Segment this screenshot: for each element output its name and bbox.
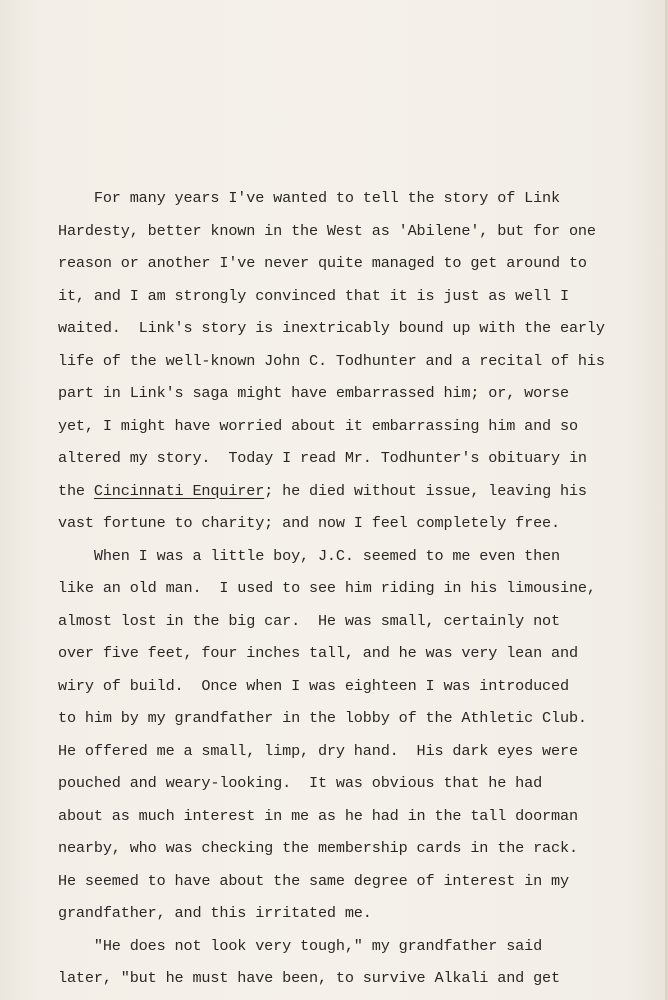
text-segment: vast fortune to charity; and now I feel completely free. — [58, 514, 560, 532]
typed-text-body — [58, 182, 618, 995]
text-line — [58, 572, 618, 605]
text-line — [58, 962, 618, 995]
text-line — [58, 897, 618, 930]
text-segment: it, and I am strongly convinced that it is just as well I — [58, 286, 569, 305]
text-segment: pouched and weary-looking. It was obvious that he had — [58, 774, 543, 792]
text-line — [58, 735, 618, 768]
text-segment: nearby, who was checking the membership cards in the rack. — [58, 839, 578, 857]
text-line — [58, 637, 618, 670]
text-segment: Hardesty, better known in the West as 'Abilene', but for one — [58, 221, 596, 240]
text-line — [58, 865, 618, 898]
text-line — [58, 410, 618, 443]
text-line — [58, 182, 618, 215]
text-line — [58, 702, 618, 735]
text-segment: altered my story. Today I read Mr. Todhunter's obituary in — [58, 449, 587, 467]
text-line — [58, 670, 618, 703]
text-line — [58, 442, 618, 475]
text-line — [58, 280, 618, 313]
text-segment: waited. Link's story is inextricably bound up with the early — [58, 319, 605, 337]
text-segment: When I was a little boy, J.C. seemed to me even then — [58, 546, 560, 565]
text-line — [58, 345, 618, 378]
text-line — [58, 215, 618, 248]
text-line — [58, 247, 618, 280]
text-segment: later, "but he must have been, to survive Alkali and get — [58, 969, 560, 987]
text-segment: reason or another I've never quite managed to get around to — [58, 254, 587, 272]
text-segment: about as much interest in me as he had in the tall doorman — [58, 806, 578, 825]
text-segment: yet, I might have worried about it embarrassing him and so — [58, 416, 578, 435]
text-segment: wiry of build. Once when I was eighteen I was introduced — [58, 676, 569, 695]
text-line — [58, 377, 618, 410]
text-segment: part in Link's saga might have embarrassed him; or, worse — [58, 384, 569, 402]
text-line — [58, 475, 618, 508]
text-segment: to him by my grandfather in the lobby of the Athletic Club. — [58, 709, 587, 727]
text-segment: ; he died without issue, leaving his — [264, 481, 587, 500]
underlined-title: Cincinnati Enquirer — [93, 481, 265, 500]
text-line — [58, 312, 618, 345]
text-segment: over five feet, four inches tall, and he was very lean and — [58, 644, 578, 662]
text-segment: He offered me a small, limp, dry hand. His dark eyes were — [58, 741, 578, 760]
text-segment: For many years I've wanted to tell the story of Link — [58, 189, 560, 207]
text-line — [58, 930, 618, 963]
text-segment: "He does not look very tough," my grandfather said — [58, 936, 543, 955]
text-segment: the — [58, 481, 94, 500]
text-segment: grandfather, and this irritated me. — [58, 904, 372, 922]
text-line — [58, 832, 618, 865]
text-segment: life of the well-known John C. Todhunter and a recital of his — [58, 351, 605, 370]
text-segment: He seemed to have about the same degree of interest in my — [58, 871, 569, 890]
text-line — [58, 767, 618, 800]
text-line — [58, 605, 618, 638]
text-segment: almost lost in the big car. He was small, certainly not — [58, 611, 560, 630]
text-line — [58, 540, 618, 573]
text-line — [58, 507, 618, 540]
text-line — [58, 800, 618, 833]
text-segment: like an old man. I used to see him riding in his limousine, — [58, 579, 596, 597]
